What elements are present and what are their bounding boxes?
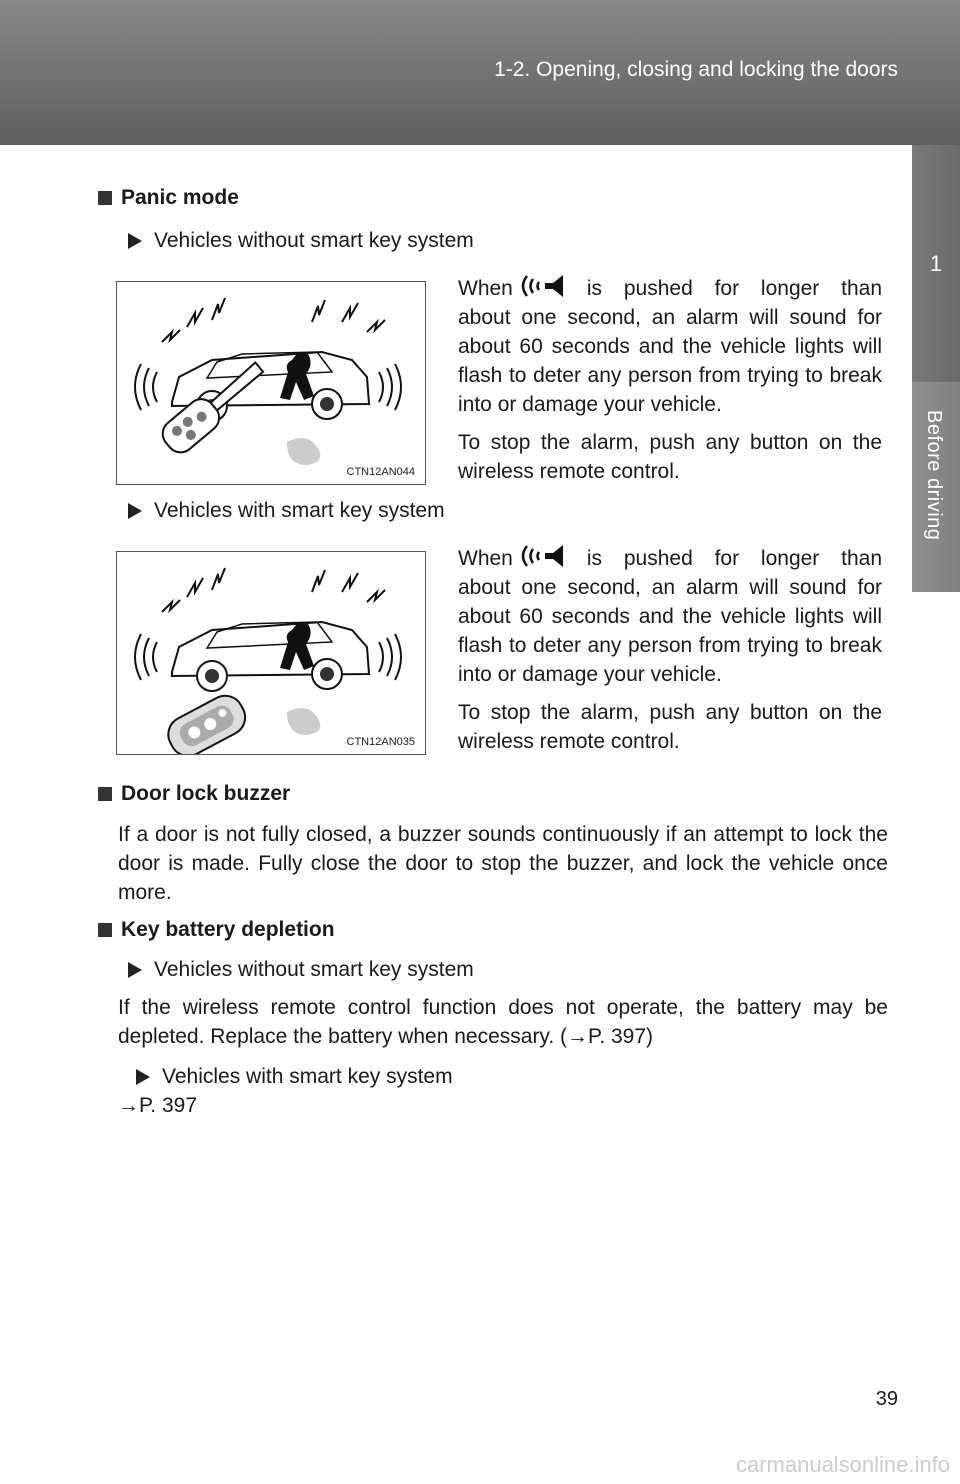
square-bullet-icon bbox=[98, 191, 112, 205]
battery-text: If the wireless remote control function does not operate, the battery may be depleted. Replace the battery when necessary. (→P. 397) bbox=[118, 996, 888, 1048]
chapter-tab-number: 1 bbox=[912, 145, 960, 382]
figure-panic-with-smart-key bbox=[116, 551, 426, 755]
figure-code: CTN12AN035 bbox=[346, 736, 415, 748]
panic-description-rest: about one second, an alarm will sound for about 60 seconds and the vehicle lights will flash to deter any person from trying to break into or damage your vehicle. bbox=[458, 576, 882, 686]
page-header bbox=[0, 0, 960, 145]
chapter-tab bbox=[912, 382, 960, 592]
car-alarm-smart-key-illustration bbox=[117, 552, 425, 754]
panic-button-icon bbox=[519, 544, 581, 568]
battery-page-reference[interactable]: →P. 397 bbox=[118, 1094, 198, 1117]
triangle-bullet-icon bbox=[128, 233, 142, 249]
square-bullet-icon bbox=[98, 787, 112, 801]
triangle-bullet-icon bbox=[136, 1069, 150, 1085]
page-number: 39 bbox=[875, 1388, 898, 1410]
car-alarm-key-illustration bbox=[117, 282, 425, 484]
triangle-bullet-icon bbox=[128, 962, 142, 978]
figure-code: CTN12AN044 bbox=[346, 466, 415, 478]
chapter-tab-label: Before driving bbox=[923, 410, 945, 541]
figure-panic-without-smart-key bbox=[116, 281, 426, 485]
panic-stop-text: To stop the alarm, push any button on the wireless remote control. bbox=[458, 701, 882, 753]
triangle-bullet-icon bbox=[128, 503, 142, 519]
panic-mode-heading: Panic mode bbox=[98, 186, 239, 210]
door-lock-buzzer-heading: Door lock buzzer bbox=[98, 782, 290, 806]
battery-without-smart-key-label: Vehicles without smart key system bbox=[128, 955, 474, 984]
panic-description-rest: about one second, an alarm will sound for about 60 seconds and the vehicle lights will flash to deter any person from trying to break into or damage your vehicle. bbox=[458, 306, 882, 416]
panic-first-line: When is pushed for longer than bbox=[458, 274, 882, 303]
panic-description-1 bbox=[458, 274, 882, 486]
door-lock-buzzer-text: If a door is not fully closed, a buzzer sounds continuously if an attempt to lock the door is made. Fully close the door to stop the buzzer, and lock the vehicle once more. bbox=[118, 823, 888, 904]
with-smart-key-label: Vehicles with smart key system bbox=[128, 496, 445, 525]
panic-button-icon bbox=[519, 274, 581, 298]
panic-stop-text: To stop the alarm, push any button on the wireless remote control. bbox=[458, 431, 882, 483]
battery-with-smart-key-label: Vehicles with smart key system bbox=[136, 1062, 453, 1091]
panic-description-2 bbox=[458, 544, 882, 756]
header-title: 1-2. Opening, closing and locking the doors bbox=[494, 58, 898, 81]
watermark: carmanualsonline.info bbox=[735, 1452, 950, 1477]
key-battery-heading: Key battery depletion bbox=[98, 918, 335, 942]
panic-first-line: When is pushed for longer than bbox=[458, 544, 882, 573]
square-bullet-icon bbox=[98, 923, 112, 937]
without-smart-key-label: Vehicles without smart key system bbox=[128, 226, 474, 255]
